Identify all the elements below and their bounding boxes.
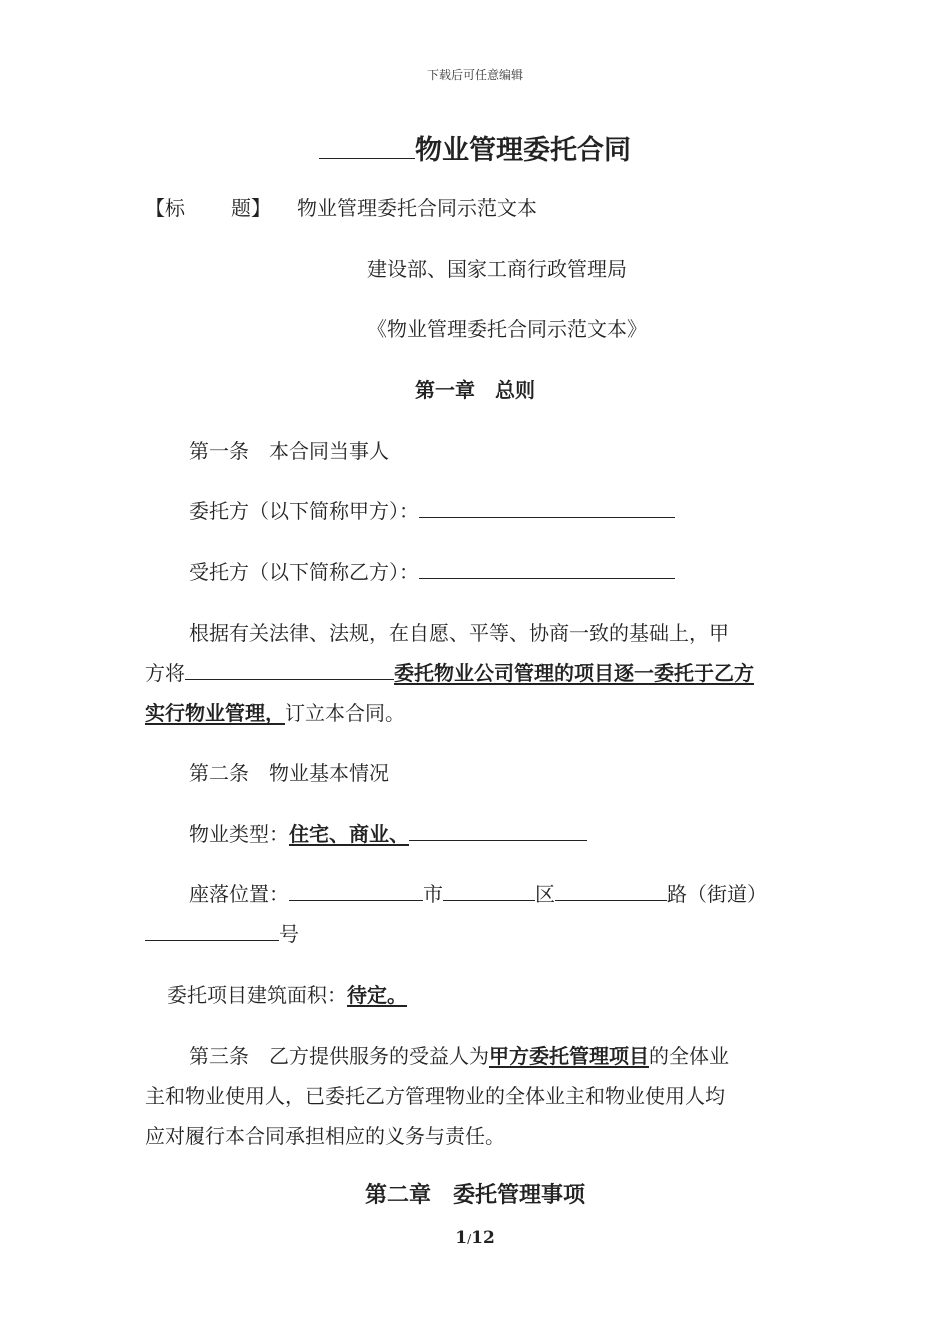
area-line	[167, 975, 407, 1015]
city-blank	[289, 900, 423, 901]
title-blank	[319, 158, 415, 159]
page-header-note: 下载后可任意编辑	[426, 68, 523, 82]
label-text: 物业管理委托合同示范文本	[297, 196, 537, 220]
party-a-blank	[419, 517, 675, 518]
party-b-blank	[419, 578, 675, 579]
label-close: 题】	[231, 196, 271, 220]
road-label: 路（街道）	[667, 882, 767, 906]
page-current: 1	[455, 1228, 468, 1248]
paragraph-1-filled-1: 委托物业公司管理的项目逐一委托于乙方	[394, 661, 754, 685]
article-3-line-3: 应对履行本合同承担相应的义务与责任。	[145, 1124, 505, 1148]
document-title	[0, 128, 950, 167]
area-label: 委托项目建筑面积：	[167, 983, 347, 1007]
paragraph-1-suffix: 订立本合同。	[285, 701, 405, 725]
chapter-2-heading: 第二章 委托管理事项	[364, 1182, 585, 1208]
article-3-line-2: 主和物业使用人，已委托乙方管理物业的全体业主和物业使用人均	[145, 1084, 725, 1108]
source-line-1: 建设部、国家工商行政管理局	[367, 257, 627, 281]
page-total: 12	[471, 1228, 495, 1248]
property-type-value: 住宅、商业、	[289, 822, 409, 846]
project-blank	[185, 679, 394, 680]
property-type-blank	[409, 840, 587, 841]
page-separator: /	[467, 1232, 472, 1246]
property-type-line	[189, 814, 587, 854]
paragraph-1-prefix: 方将	[145, 661, 185, 685]
city-label: 市	[423, 882, 443, 906]
road-blank	[555, 900, 667, 901]
source-line-2: 《物业管理委托合同示范文本》	[367, 317, 647, 341]
number-blank	[145, 940, 279, 941]
article-3-line-1	[189, 1036, 729, 1076]
title-text: 物业管理委托合同	[415, 135, 631, 166]
paragraph-1-line-3	[145, 693, 405, 733]
property-type-label: 物业类型：	[189, 822, 289, 846]
district-blank	[443, 900, 535, 901]
label-open: 【标	[145, 196, 185, 220]
chapter-1-heading: 第一章 总则	[415, 378, 535, 402]
page-number	[0, 1228, 950, 1248]
paragraph-1-line-2	[145, 653, 754, 693]
party-a-line	[189, 491, 675, 531]
district-label: 区	[535, 882, 555, 906]
area-value: 待定。	[347, 983, 407, 1007]
location-line-2	[145, 914, 299, 954]
article-3-prefix: 第三条 乙方提供服务的受益人为	[189, 1044, 489, 1068]
article-1-heading: 第一条 本合同当事人	[189, 439, 389, 463]
article-3-suffix: 的全体业	[649, 1044, 729, 1068]
label-row	[145, 188, 537, 228]
number-label: 号	[279, 922, 299, 946]
location-label: 座落位置：	[189, 882, 289, 906]
party-a-label: 委托方（以下简称甲方）：	[189, 499, 419, 523]
party-b-line	[189, 552, 675, 592]
party-b-label: 受托方（以下简称乙方）：	[189, 560, 419, 584]
article-3-filled: 甲方委托管理项目	[489, 1044, 649, 1068]
paragraph-1-line-1: 根据有关法律、法规，在自愿、平等、协商一致的基础上，甲	[189, 621, 729, 645]
location-line-1	[189, 874, 767, 914]
paragraph-1-filled-2: 实行物业管理，	[145, 701, 285, 725]
article-2-heading: 第二条 物业基本情况	[189, 761, 389, 785]
